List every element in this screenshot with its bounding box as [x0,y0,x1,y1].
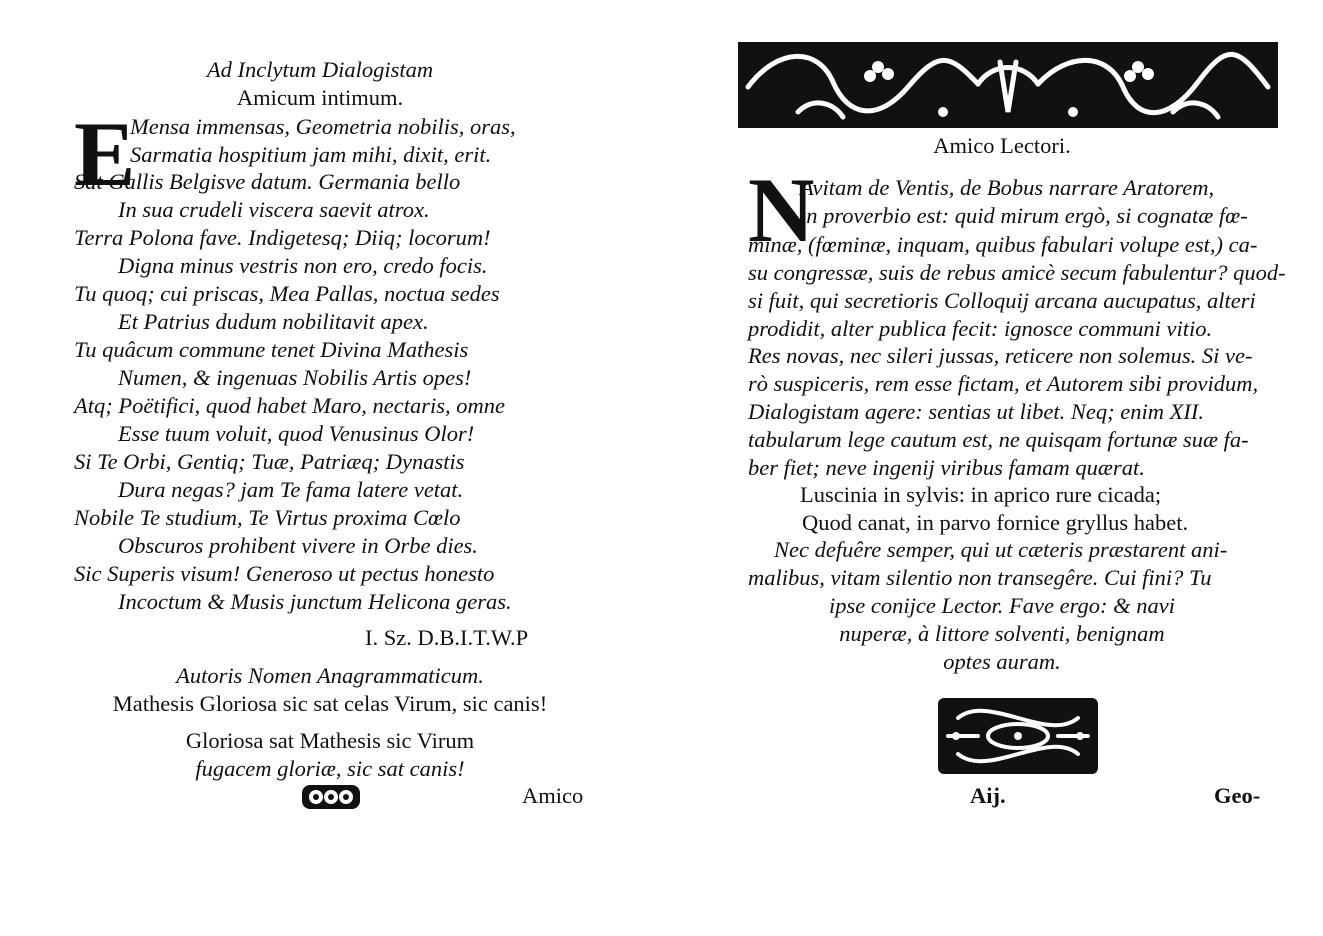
anagram-line: Gloriosa sat Mathesis sic Virum [185,728,475,753]
prose-line: Dialogistam agere: sentias ut libet. Neq; enim XII. [748,399,1204,424]
poem-line: Incoctum & Musis junctum Helicona geras. [118,589,512,614]
closing-line: Nec defuêre semper, qui ut cæteris præstarent ani- [774,537,1228,562]
prose-line: prodidit, alter publica fecit: ignosce communi vitio. [748,316,1213,341]
poem-line: Dura negas? jam Te fama latere vetat. [118,477,464,502]
prose-line: in proverbio est: quid mirum ergò, si cognatæ fœ- [800,203,1248,228]
poem-line: Si Te Orbi, Gentiq; Tuæ, Patriæq; Dynastis [74,449,465,474]
closing-line: malibus, vitam silentio non transegêre. Cui fini? Tu [748,565,1212,590]
poem-line: Mensa immensas, Geometria nobilis, oras, [130,114,516,139]
dedication-subtitle: Amicum intimum. [236,85,404,110]
small-ornament-icon [300,781,362,813]
prose-line: su congressæ, suis de rebus amicè secum fabulentur? quod- [748,260,1286,285]
poem-line: Esse tuum voluit, quod Venusinus Olor! [118,421,475,446]
poem-line: In sua crudeli viscera saevit atrox. [118,197,430,222]
poem-line: Obscuros prohibent vivere in Orbe dies. [118,533,478,558]
poem-line: Numen, & ingenuas Nobilis Artis opes! [118,365,472,390]
right-page [662,0,1323,936]
prose-line: ber fiet; neve ingenij viribus famam quærat. [748,455,1145,480]
poem-line: Digna minus vestris non ero, credo focis. [118,253,488,278]
catchword: Geo- [1214,783,1261,808]
dedication-title: Ad Inclytum Dialogistam [206,57,434,82]
poem-line: Tu quâcum commune tenet Divina Mathesis [74,337,469,362]
poem-line: Sarmatia hospitium jam mihi, dixit, erit. [130,142,492,167]
anagram-title: Autoris Nomen Anagrammaticum. [176,663,484,688]
verse-line: Quod canat, in parvo fornice gryllus habet. [802,510,1189,535]
fleuron-ornament-icon [938,698,1098,774]
prose-line: minæ, (fœminæ, inquam, quibus fabulari volupe est,) ca- [748,232,1258,257]
prose-line: Res novas, nec sileri jussas, reticere non solemus. Si ve- [748,343,1253,368]
poem-line: Nobile Te studium, Te Virtus proxima Cœlo [74,505,461,530]
headpiece-ornament-icon [738,42,1278,128]
poem-line: Atq; Poëtifici, quod habet Maro, nectaris, omne [74,393,505,418]
poem-line: Sic Superis visum! Generoso ut pectus honesto [74,561,495,586]
prose-line: Avitam de Ventis, de Bobus narrare Aratorem, [800,175,1215,200]
prose-line: rò suspiceris, rem esse fictam, et Autorem sibi providum, [748,371,1259,396]
signature-initials: I. Sz. D.B.I.T.W.P [365,625,529,650]
closing-line: nuperæ, à littore solventi, benignam [839,621,1165,646]
poem-line: Et Patrius dudum nobilitavit apex. [118,309,429,334]
page-title: Amico Lectori. [933,133,1071,158]
verse-line: Luscinia in sylvis: in aprico rure cicada; [800,482,1162,507]
anagram-line: fugacem gloriæ, sic sat canis! [195,756,465,781]
drop-cap-e: E [74,103,136,205]
catchword: Amico [522,783,584,808]
prose-line: si fuit, qui secretioris Colloquij arcana aucupatus, alteri [748,288,1256,313]
poem-line: Sat Gallis Belgisve datum. Germania bello [74,169,461,194]
closing-line: ipse conijce Lector. Fave ergo: & navi [829,593,1175,618]
prose-line: tabularum lege cautum est, ne quisqam fortunæ suæ fa- [748,427,1249,452]
anagram-line: Mathesis Gloriosa sic sat celas Virum, sic canis! [112,691,548,716]
closing-line: optes auram. [943,649,1061,674]
left-page [0,0,661,936]
poem-line: Terra Polona fave. Indigetesq; Diiq; locorum! [74,225,491,250]
drop-cap-n: N [748,159,815,261]
poem-line: Tu quoq; cui priscas, Mea Pallas, noctua sedes [74,281,500,306]
signature-mark: Aij. [970,783,1006,808]
